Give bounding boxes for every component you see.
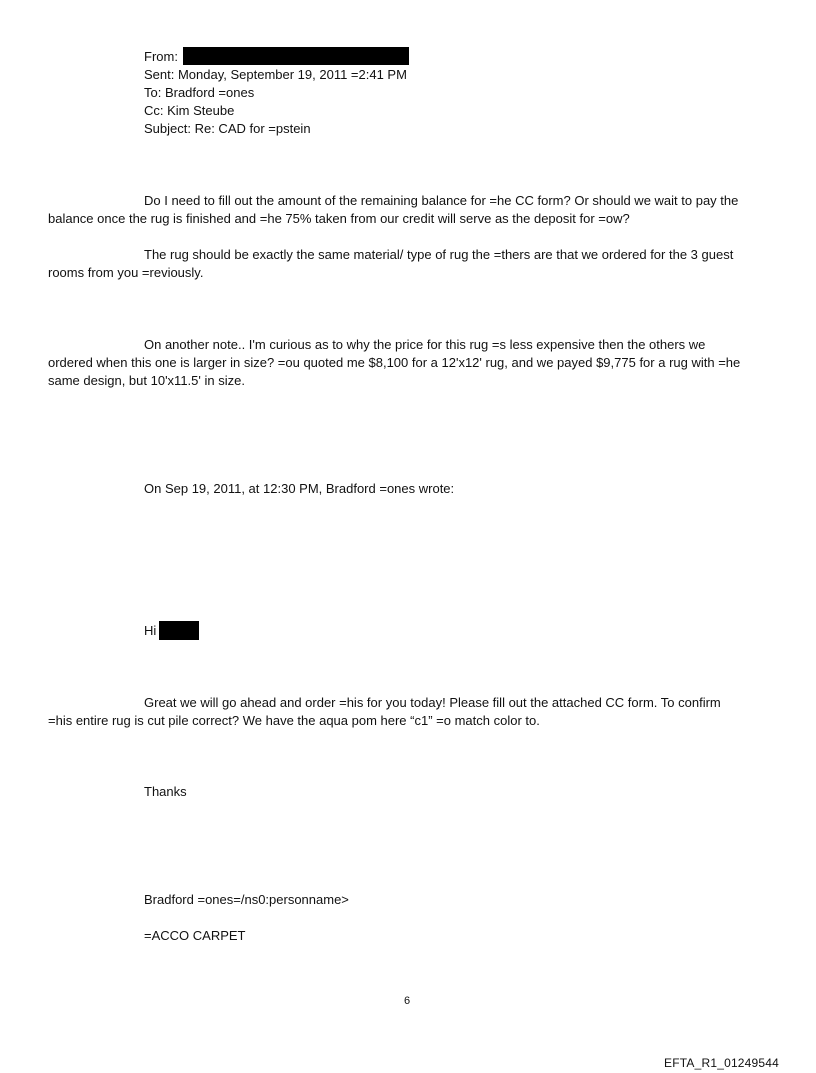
body-p3-line1: On another note.. I'm curious as to why the price for this rug =s less expensive then the others we — [144, 337, 706, 352]
signature-company: =ACCO CARPET — [144, 928, 246, 943]
body-p2-line1: The rug should be exactly the same material/ type of rug the =thers are that we ordered for the 3 guest — [144, 247, 734, 262]
quoted-intro: On Sep 19, 2011, at 12:30 PM, Bradford =ones wrote: — [144, 481, 455, 496]
body-p3-line2: ordered when this one is larger in size? =ou quoted me $8,100 for a 12'x12' rug, and we payed $9,775 for a rug with =he — [48, 355, 741, 370]
body-p1-line1: Do I need to fill out the amount of the remaining balance for =he CC form? Or should we wait to pay the — [144, 193, 739, 208]
from-label: From: — [144, 49, 178, 64]
body-p2-line2: rooms from you =reviously. — [48, 265, 204, 280]
quoted-greeting: Hi — [144, 623, 157, 638]
redacted-sender — [183, 47, 409, 65]
document-id-footer: EFTA_R1_01249544 — [664, 1056, 780, 1070]
quoted-thanks: Thanks — [144, 784, 187, 799]
body-p1-line2: balance once the rug is finished and =he 75% taken from our credit will serve as the deposit for =ow? — [48, 211, 630, 226]
quoted-p1-line2: =his entire rug is cut pile correct? We have the aqua pom here “c1” =o match color to. — [48, 713, 540, 728]
to-line: To: Bradford =ones — [144, 85, 255, 100]
redacted-recipient — [159, 621, 199, 640]
cc-line: Cc: Kim Steube — [144, 103, 235, 118]
sent-line: Sent: Monday, September 19, 2011 =2:41 PM — [144, 67, 407, 82]
body-p3-line3: same design, but 10'x11.5' in size. — [48, 373, 245, 388]
signature-name: Bradford =ones=/ns0:personname> — [144, 892, 349, 907]
page-number: 6 — [404, 995, 411, 1007]
subject-line: Subject: Re: CAD for =pstein — [144, 121, 311, 136]
quoted-p1-line1: Great we will go ahead and order =his for you today! Please fill out the attached CC form. To confirm — [144, 695, 721, 710]
